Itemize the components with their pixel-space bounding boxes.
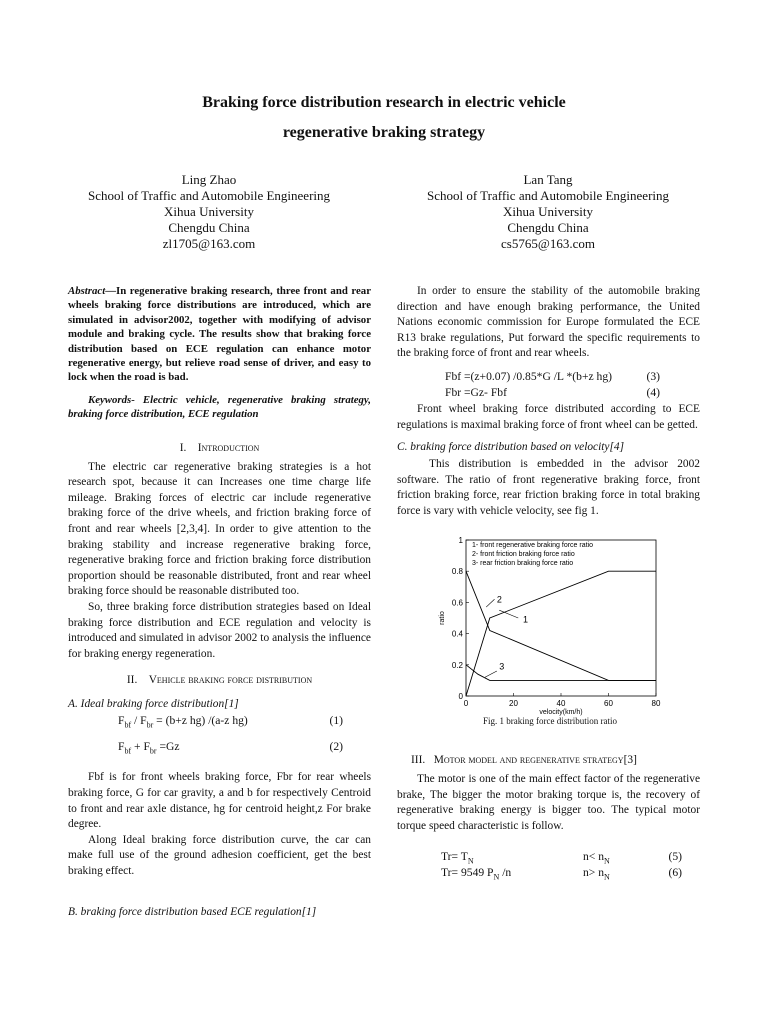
author-university: Xihua University	[503, 204, 593, 219]
paper-title-line2: regenerative braking strategy	[282, 124, 486, 141]
author-block-1	[44, 172, 374, 252]
equation-number: (4)	[646, 385, 660, 399]
equation-1: $F_{bf} / F_{br} = (b+z$ hg) /(a-z hg) (1)	[118, 714, 343, 730]
equation-number: (3)	[646, 369, 660, 383]
author-email[interactable]: cs5765@163.com	[501, 236, 595, 251]
abstract-text: —In regenerative braking research, three front and rear wheels braking force distributions are introduced, which are simulated in advisor2002, together with modifying of advisor module and braking cycle. The results show that braking force distribution based on ECE regulation can enhance motor regenerative energy, but relieve road sense of driver, and easy to lock when the road is bad.	[68, 285, 371, 384]
x-tick-label: 0	[463, 699, 469, 708]
section-2-heading	[68, 674, 371, 686]
x-tick-label: 40	[556, 699, 566, 708]
y-tick-label: 0.6	[451, 598, 463, 608]
section-number: II.	[126, 674, 138, 687]
x-tick-label: 80	[651, 699, 661, 708]
series-line-2	[466, 571, 656, 680]
section-number: I.	[179, 441, 187, 454]
legend-entry: 1- front regenerative braking force ratio	[472, 542, 594, 549]
section-title: Introduction	[197, 441, 260, 454]
y-tick-label: 1	[458, 536, 463, 545]
section-3-heading	[397, 754, 700, 766]
figure-1-caption: Fig. 1 braking force distribution ratio	[483, 716, 617, 726]
paragraph: So, three braking force distribution strategies based on Ideal braking force distribution and ECE regulation and velocity is introduced and simulated in advisor 2002 to analysis the influence for braking energy regeneration.	[68, 601, 371, 660]
author-name: Ling Zhao	[181, 172, 237, 187]
figure-1-chart	[430, 534, 670, 724]
author-dept: School of Traffic and Automobile Engineering	[426, 188, 670, 203]
left-column	[68, 284, 371, 918]
callout-label: 1	[523, 614, 529, 625]
paragraph: Fbf is for front wheels braking force, Fbr for rear wheels braking force, G for car gravity, a and b for respectively Centroid to front and rear axle distance, hg for centroid height,z For brake degree.	[68, 771, 371, 831]
keywords: Keywords- Electric vehicle, regenerative braking strategy, braking force distribution, ECE regulation	[68, 393, 371, 421]
section-title: Motor model and regenerative strategy	[433, 754, 624, 766]
section-number: III.	[411, 754, 426, 766]
subsection-b-heading: B. braking force distribution based ECE regulation[1]	[68, 905, 317, 918]
author-city: Chengdu China	[507, 220, 589, 235]
y-tick-label: 0.8	[451, 567, 463, 577]
section-1-heading	[68, 442, 371, 454]
legend-entry: 2- front friction braking force ratio	[472, 551, 575, 558]
author-city: Chengdu China	[168, 220, 250, 235]
callout-leader	[485, 671, 497, 677]
paper-title-line1: Braking force distribution research in electric vehicle	[202, 94, 566, 111]
paragraph: Along Ideal braking force distribution curve, the car can make full use of the ground adhesion coefficient, get the best braking effect.	[68, 833, 371, 877]
right-paragraph-2: Front wheel braking force distributed according to ECE regulations is maximal braking force of front wheel can be getted.	[397, 402, 700, 431]
equation-number: (1)	[329, 714, 343, 728]
abstract	[68, 284, 371, 385]
y-tick-label: 0.4	[451, 629, 463, 639]
series-line-1	[466, 571, 656, 696]
author-name: Lan Tang	[523, 172, 573, 187]
subsection-c-heading: C. braking force distribution based on velocity[4]	[397, 441, 625, 454]
author-email[interactable]: zl1705@163.com	[162, 236, 256, 251]
section-2-body	[68, 770, 371, 879]
subsection-a-heading: A. Ideal braking force distribution[1]	[68, 698, 239, 711]
abstract-label: Abstract	[68, 285, 106, 297]
right-paragraph-1: In order to ensure the stability of the automobile braking direction and have enough braking performance, the United Nations economic commission for Europe formulated the ECE R13 brake regulations, Put forward the specific requirements to the braking force of front and rear wheels.	[397, 285, 700, 360]
author-dept: School of Traffic and Automobile Engineering	[87, 188, 331, 203]
x-axis-label: velocity(km/h)	[539, 709, 583, 716]
x-tick-label: 20	[509, 699, 518, 708]
section-reference: [3]	[623, 754, 637, 766]
legend-entry: 3- rear friction braking force ratio	[472, 560, 574, 567]
right-paragraph-3: This distribution is embedded in the advisor 2002 software. The ratio of front regenerative braking force, front friction braking force, rear friction braking force in total braking force is vary with vehicle velocity, see fig 1.	[397, 458, 700, 517]
equation-number: (5)	[668, 850, 682, 864]
right-paragraph-4: The motor is one of the main effect factor of the regenerative brake, The bigger the motor braking torque is, the recovery of regenerative braking energy is bigger too. The typical motor torque speed characteristic is follow.	[397, 773, 700, 832]
y-axis-label: ratio	[439, 611, 446, 625]
callout-label: 3	[499, 661, 505, 672]
right-column	[397, 284, 700, 520]
author-university: Xihua University	[164, 204, 254, 219]
callout-leader	[499, 610, 518, 618]
callout-label: 2	[496, 594, 502, 605]
callout-leader	[486, 599, 494, 607]
author-block-2	[383, 172, 713, 252]
y-tick-label: 0	[458, 692, 463, 701]
equation-4: Fbr =Gz- Fbf (4)	[445, 385, 660, 399]
section-title: Vehicle braking force distribution	[148, 674, 313, 687]
equation-2: $F_{bf} + F_{br} =Gz$ (2)	[118, 740, 343, 756]
section-3	[397, 754, 700, 882]
y-tick-label: 0.2	[451, 660, 463, 670]
equation-number: (6)	[668, 866, 682, 880]
paragraph: The electric car regenerative braking strategies is a hot research spot, because it can Increases one time charge life mileage. Braking forces of electric car include regenerative braking force of the drive wheels, and friction braking force of front and rear wheels [2,3,4]. In order to give attention to the braking stability and increase regenerative braking force, regenerative braking force and friction braking force distribution proportion should be reasonable distributed, front and rear wheel braking force should be reasonable distributed too.	[68, 460, 371, 598]
equation-6: Tr= 9549 $P_N$ /n $n> n_N$ (6)	[441, 866, 682, 882]
x-tick-label: 60	[604, 699, 613, 708]
section-1-body	[68, 460, 371, 663]
equation-3: Fbf =(z+0.07) /0.85*G /L *(b+z hg) (3)	[445, 369, 660, 383]
equation-5: $Tr= T_N$ $n< n_N$ (5)	[441, 850, 682, 866]
equation-number: (2)	[329, 740, 343, 754]
